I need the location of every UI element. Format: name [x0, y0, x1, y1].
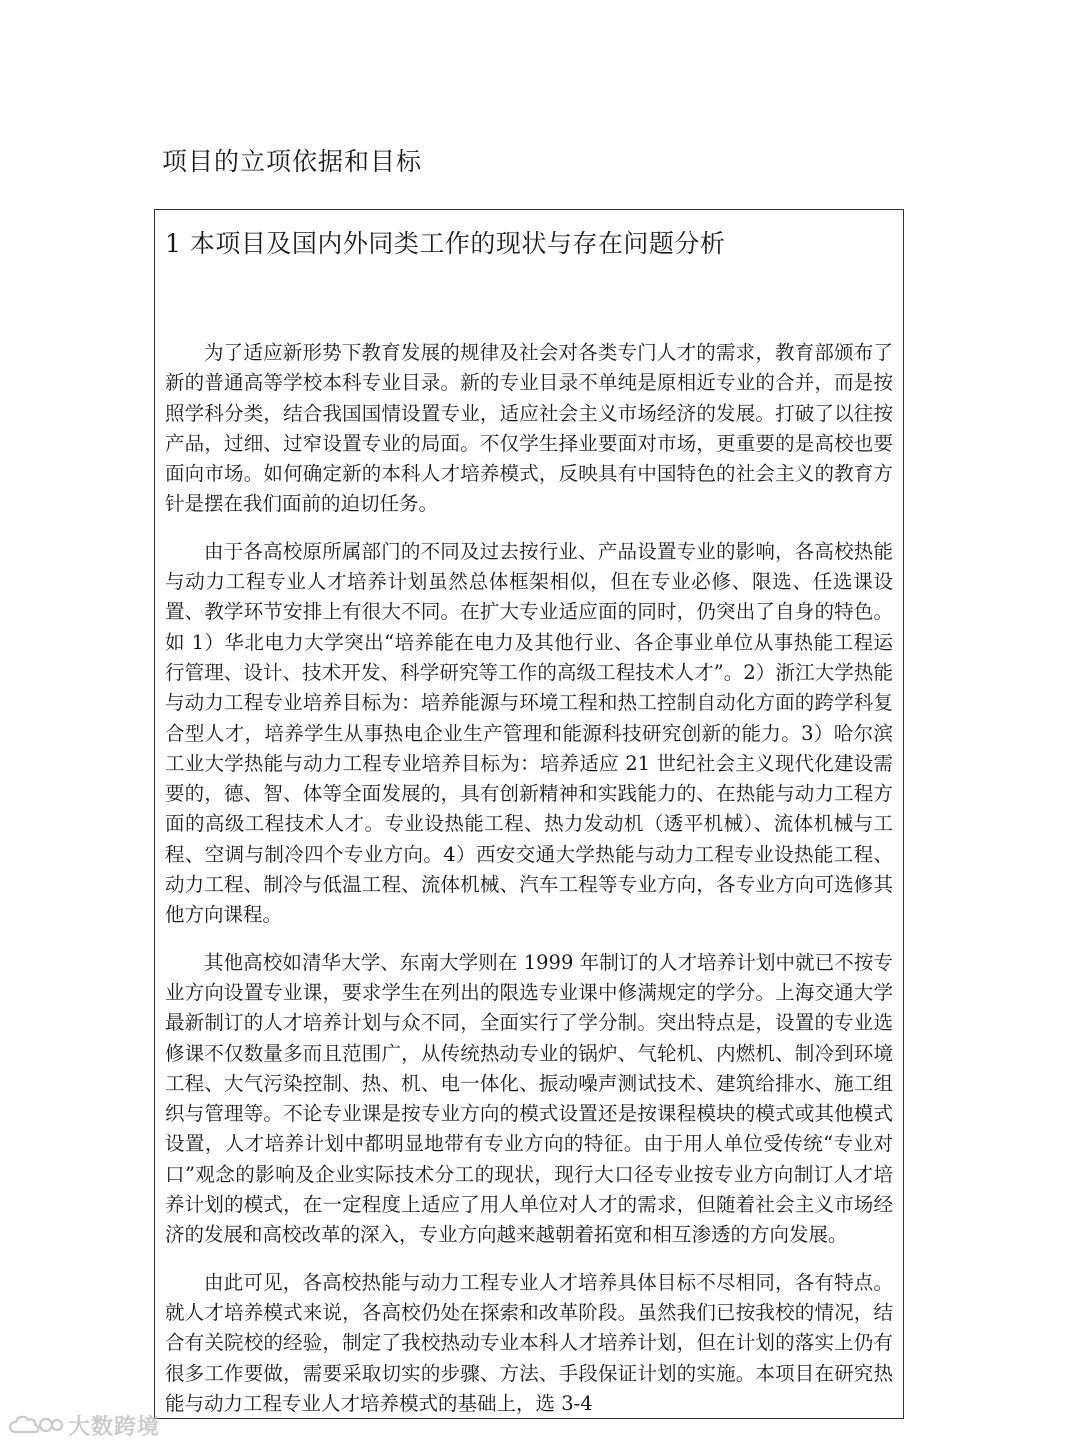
paragraph-4: 由此可见，各高校热能与动力工程专业人才培养具体目标不尽相同，各有特点。就人才培养模式来说，各高校仍处在探索和改革阶段。虽然我们已按我校的情况，结合有关院校的经验，制定了我校热动专业本科人才培养计划，但在计划的落实上仍有很多工作要做，需要采取切实的步骤、方法、手段保证计划的实施。本项目在研究热能与动力工程专业人才培养模式的基础上，选 3-4 [165, 1270, 893, 1415]
paragraph-2: 由于各高校原所属部门的不同及过去按行业、产品设置专业的影响，各高校热能与动力工程专业人才培养计划虽然总体框架相似，但在专业必修、限选、任选课设置、教学环节安排上有很大不同。在扩大专业适应面的同时，仍突出了自身的特色。如 1）华北电力大学突出“培养能在电力及其他行业、各企事业单位从事热能工程运行管理、设计、技术开发、科学研究等工作的高级工程技术人才”。2）浙江大学热能与动力工程专业培养目标为：培养能源与环境工程和热工控制自动化方面的跨学科复合型人才，培养学生从事热电企业生产管理和能源科技研究创新的能力。3）哈尔滨工业大学热能与动力工程专业培养目标为：培养适应 21 世纪社会主义现代化建设需要的，德、智、体等全面发展的，具有创新精神和实践能力的、在热能与动力工程方面的高级工程技术人才。专业设热能工程、热力发动机（透平机械）、流体机械与工程、空调与制冷四个专业方向。4）西安交通大学热能与动力工程专业设热能工程、动力工程、制冷与低温工程、流体机械、汽车工程等专业方向，各专业方向可选修其他方向课程。 [165, 539, 893, 927]
content-box [154, 209, 904, 1419]
page-heading: 项目的立项依据和目标 [162, 147, 423, 176]
section-subheading: 1 本项目及国内外同类工作的现状与存在问题分析 [165, 229, 726, 258]
watermark-text: 大数跨境 [68, 1414, 161, 1440]
paragraph-1: 为了适应新形势下教育发展的规律及社会对各类专门人才的需求，教育部颁布了新的普通高等学校本科专业目录。新的专业目录不单纯是原相近专业的合并，而是按照学科分类，结合我国国情设置专业，适应社会主义市场经济的发展。打破了以往按产品，过细、过窄设置专业的局面。不仅学生择业要面对市场，更重要的是高校也要面向市场。如何确定新的本科人才培养模式，反映具有中国特色的社会主义的教育方针是摆在我们面前的迫切任务。 [165, 341, 893, 516]
watermark [6, 1410, 160, 1440]
paragraph-3: 其他高校如清华大学、东南大学则在 1999 年制订的人才培养计划中就已不按专业方向设置专业课，要求学生在列出的限选专业课中修满规定的学分。上海交通大学最新制订的人才培养计划与众不同，全面实行了学分制。突出特点是，设置的专业选修课不仅数量多而且范围广，从传统热动专业的锅炉、气轮机、内燃机、制冷到环境工程、大气污染控制、热、机、电一体化、振动噪声测试技术、建筑给排水、施工组织与管理等。不论专业课是按专业方向的模式设置还是按课程模块的模式或其他模式设置，人才培养计划中都明显地带有专业方向的特征。由于用人单位受传统“专业对口”观念的影响及企业实际技术分工的现状，现行大口径专业按专业方向制订人才培养计划的模式，在一定程度上适应了用人单位对人才的需求，但随着社会主义市场经济的发展和高校改革的深入，专业方向越来越朝着拓宽和相互渗透的方向发展。 [165, 950, 893, 1247]
section-body [165, 338, 893, 1436]
cloud-logo-icon [6, 1412, 64, 1438]
